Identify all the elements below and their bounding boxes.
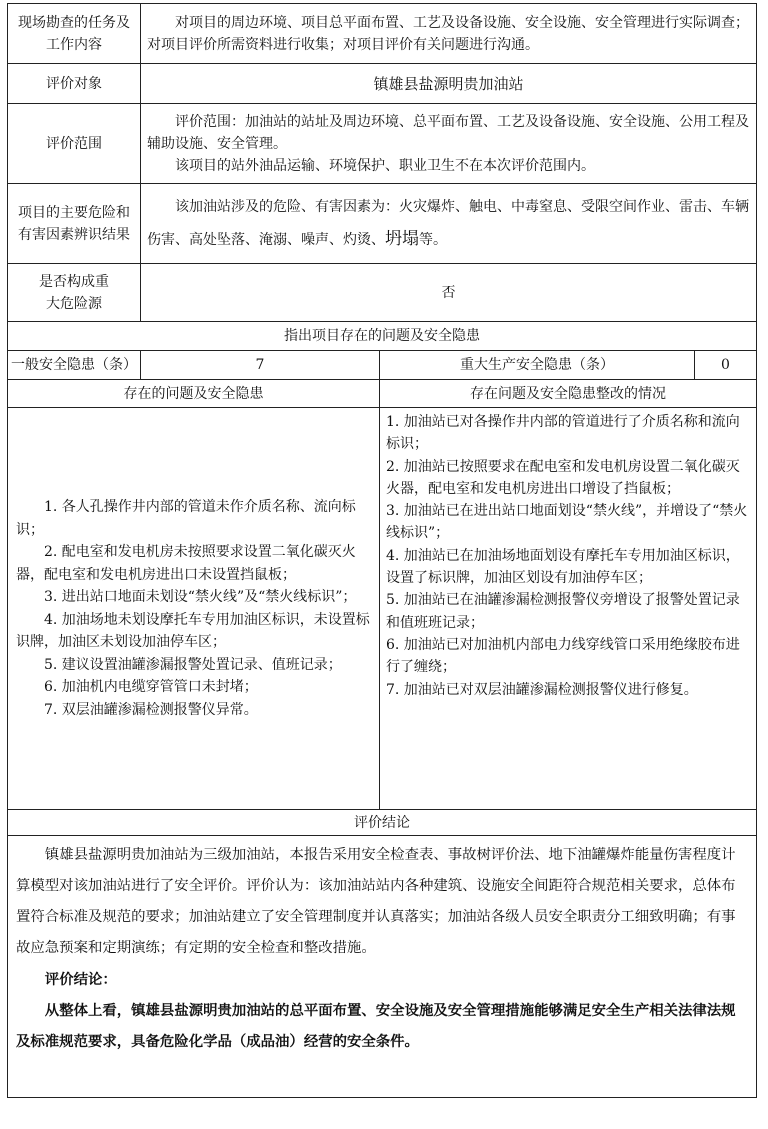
object-label: 评价对象	[8, 64, 141, 104]
hazards-emphasis: 坍塌	[385, 229, 419, 249]
conclusion-sub-label: 评价结论：	[44, 971, 117, 988]
fix-item: 1. 加油站已对各操作井内部的管道进行了介质名称和流向标识；	[386, 414, 740, 453]
assessment-table	[7, 3, 757, 1098]
issues-body-row	[8, 408, 757, 810]
scope-content: 评价范围：加油站的站址及周边环境、总平面布置、工艺及设备设施、安全设施、公用工程及辅助设施、安全管理。 该项目的站外油品运输、环境保护、职业卫生不在本次评价范围内。	[141, 104, 757, 184]
problem-item: 5. 建议设置油罐渗漏报警处置记录、值班记录；	[44, 656, 342, 673]
survey-content: 对项目的周边环境、项目总平面布置、工艺及设备设施、安全设施、安全管理进行实际调查；对项目评价所需资料进行收集；对项目评价有关问题进行沟通。	[141, 4, 757, 64]
conclusion-body-row	[8, 836, 757, 1098]
issues-heading-row	[8, 322, 757, 351]
conclusion-text: 镇雄县盐源明贵加油站为三级加油站，本报告采用安全检查表、事故树评价法、地下油罐爆炸能量伤害程度计算模型对该加油站进行了安全评价。评价认为：该加油站站内各种建筑、设施安全间距符合规范相关要求，总体布置符合标准及规范的要求；加油站建立了安全管理制度并认真落实；加油站各级人员安全职责分工细致明确；有事故应急预案和定期演练；有定期的安全检查和整改措施。	[16, 847, 736, 956]
issues-heading: 指出项目存在的问题及安全隐患	[8, 322, 757, 351]
fix-item: 4. 加油站已在加油场地面划设有摩托车专用加油区标识，设置了标识牌，加油区划设有加油停车区；	[386, 547, 740, 587]
counts-row	[8, 351, 757, 380]
fixes-list	[380, 408, 757, 810]
scope-row	[8, 104, 757, 184]
conclusion-heading-row	[8, 810, 757, 836]
problem-item: 6. 加油机内电缆穿管管口未封堵；	[44, 679, 258, 695]
major-hazard-count: 0	[695, 351, 757, 380]
problem-item: 4. 加油场地未划设摩托车专用加油区标识，未设置标识牌，加油区未划设加油停车区；	[16, 611, 370, 650]
hazards-label: 项目的主要危险和有害因素辨识结果	[8, 184, 141, 264]
fix-item: 3. 加油站已在进出站口地面划设“禁火线”，并增设了“禁火线标识”；	[386, 503, 748, 542]
conclusion-body	[8, 836, 757, 1098]
fix-item: 7. 加油站已对双层油罐渗漏检测报警仪进行修复。	[386, 681, 698, 698]
hazards-content	[141, 184, 757, 264]
fix-item: 6. 加油站已对加油机内部电力线穿线管口采用绝缘胶布进行了缠绕；	[386, 636, 740, 676]
fix-item: 5. 加油站已在油罐渗漏检测报警仪旁增设了报警处置记录和值班班记录；	[386, 592, 740, 631]
major-row	[8, 264, 757, 322]
problem-item: 1. 各人孔操作井内部的管道未作介质名称、流向标识；	[16, 499, 356, 538]
problem-item: 3. 进出站口地面未划设“禁火线”及“禁火线标识”；	[44, 589, 357, 605]
hazards-text: 该加油站涉及的危险、有害因素为：火灾爆炸、触电、中毒窒息、受限空间作业、雷击、车辆伤害、高处坠落、淹溺、噪声、灼烫、	[147, 199, 749, 248]
major-content: 否	[141, 264, 757, 322]
problems-column-header: 存在的问题及安全隐患	[8, 380, 380, 408]
problem-item: 2. 配电室和发电机房未按照要求设置二氧化碳灭火器，配电室和发电机房进出口未设置挡鼠板；	[16, 544, 356, 583]
survey-row	[8, 4, 757, 64]
hazards-row	[8, 184, 757, 264]
conclusion-final: 从整体上看，镇雄县盐源明贵加油站的总平面布置、安全设施及安全管理措施能够满足安全生产相关法律法规及标准规范要求，具备危险化学品（成品油）经营的安全条件。	[16, 1002, 736, 1050]
problems-list	[8, 408, 380, 810]
major-hazard-label: 重大生产安全隐患（条）	[380, 351, 695, 380]
scope-label: 评价范围	[8, 104, 141, 184]
fixes-column-header: 存在问题及安全隐患整改的情况	[380, 380, 757, 408]
general-hazard-label: 一般安全隐患（条）	[8, 351, 141, 380]
issues-columns-row	[8, 380, 757, 408]
fix-item: 2. 加油站已按照要求在配电室和发电机房设置二氧化碳灭火器，配电室和发电机房进出口增设了挡鼠板；	[386, 458, 740, 497]
hazards-tail: 等。	[419, 232, 447, 248]
conclusion-heading: 评价结论	[8, 810, 757, 836]
object-content: 镇雄县盐源明贵加油站	[141, 64, 757, 104]
survey-label: 现场勘查的任务及工作内容	[8, 4, 141, 64]
problem-item: 7. 双层油罐渗漏检测报警仪异常。	[44, 701, 258, 718]
major-label: 是否构成重大危险源	[8, 264, 141, 322]
general-hazard-count: 7	[141, 351, 380, 380]
object-row	[8, 64, 757, 104]
